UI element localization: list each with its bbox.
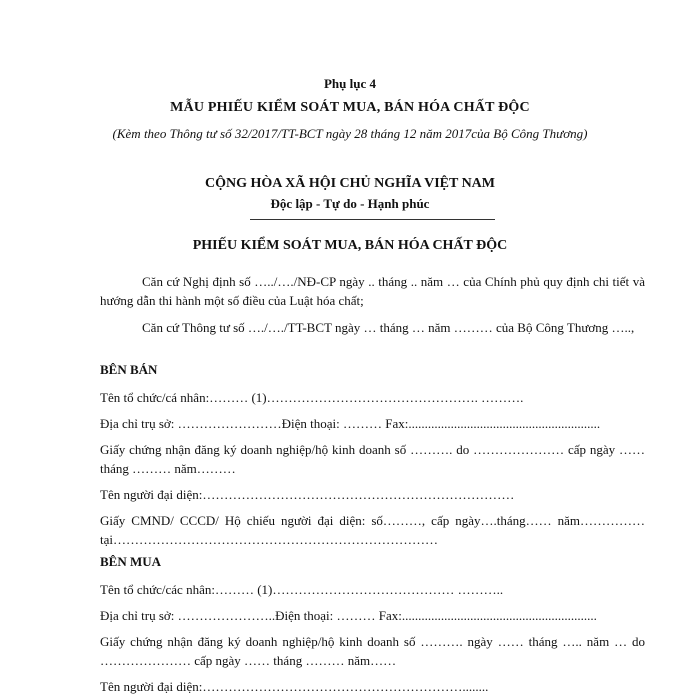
seller-business-cert-field: Giấy chứng nhận đăng ký doanh nghiệp/hộ kinh doanh số ………. do ………………… cấp ngày …… tháng ……… năm……… bbox=[100, 442, 645, 476]
legal-basis-note: (Kèm theo Thông tư số 32/2017/TT-BCT ngày 28 tháng 12 năm 2017của Bộ Công Thương) bbox=[112, 126, 588, 141]
buyer-address-field: Địa chỉ trụ sở: …………………..Điện thoại: ……… Fax:............................................................ bbox=[100, 608, 597, 623]
preamble-circular bbox=[100, 318, 645, 337]
seller-org-name-field: Tên tổ chức/cá nhân:……… (1)…………………………………………. ………. bbox=[100, 390, 524, 405]
buyer-representative-field: Tên người đại diện:……………………………………………………........ bbox=[100, 679, 489, 694]
preamble-circular-text: Căn cứ Thông tư số …./…./TT-BCT ngày … tháng … năm ……… của Bộ Công Thương ….., bbox=[142, 320, 635, 335]
seller-id-document-field: Giấy CMND/ CCCD/ Hộ chiếu người đại diện: số………, cấp ngày….tháng…… năm…………… tại………………………………………………………………… bbox=[100, 513, 645, 547]
form-title: MẪU PHIẾU KIỂM SOÁT MUA, BÁN HÓA CHẤT ĐỘC bbox=[170, 100, 530, 115]
buyer-business-cert-field: Giấy chứng nhận đăng ký doanh nghiệp/hộ kinh doanh số ………. ngày …… tháng ….. năm … do ………………… cấp ngày …… tháng ……… năm…… bbox=[100, 634, 645, 668]
seller-address-field: Địa chỉ trụ sở: ……………………Điện thoại: ……… Fax:........................................................... bbox=[100, 416, 601, 431]
nation-name: CỘNG HÒA XÃ HỘI CHỦ NGHĨA VIỆT NAM bbox=[204, 176, 495, 191]
buyer-org-name-field: Tên tổ chức/các nhân:……… (1)…………………………………… ……….. bbox=[100, 582, 504, 597]
seller-heading: BÊN BÁN bbox=[100, 362, 158, 377]
preamble-decree-text: Căn cứ Nghị định số …../…./NĐ-CP ngày .. tháng .. năm … của Chính phủ quy định chi tiết và hướng dẫn thi hành một số điều của Luật hóa chất; bbox=[100, 274, 645, 308]
annex-label: Phụ lục 4 bbox=[323, 76, 376, 91]
buyer-heading: BÊN MUA bbox=[100, 554, 162, 569]
preamble-decree bbox=[100, 272, 645, 310]
slip-title: PHIẾU KIỂM SOÁT MUA, BÁN HÓA CHẤT ĐỘC bbox=[192, 238, 508, 253]
national-motto: Độc lập - Tự do - Hạnh phúc bbox=[270, 196, 430, 211]
seller-representative-field: Tên người đại diện:……………………………………………………………… bbox=[100, 487, 515, 502]
motto-divider bbox=[250, 219, 495, 220]
